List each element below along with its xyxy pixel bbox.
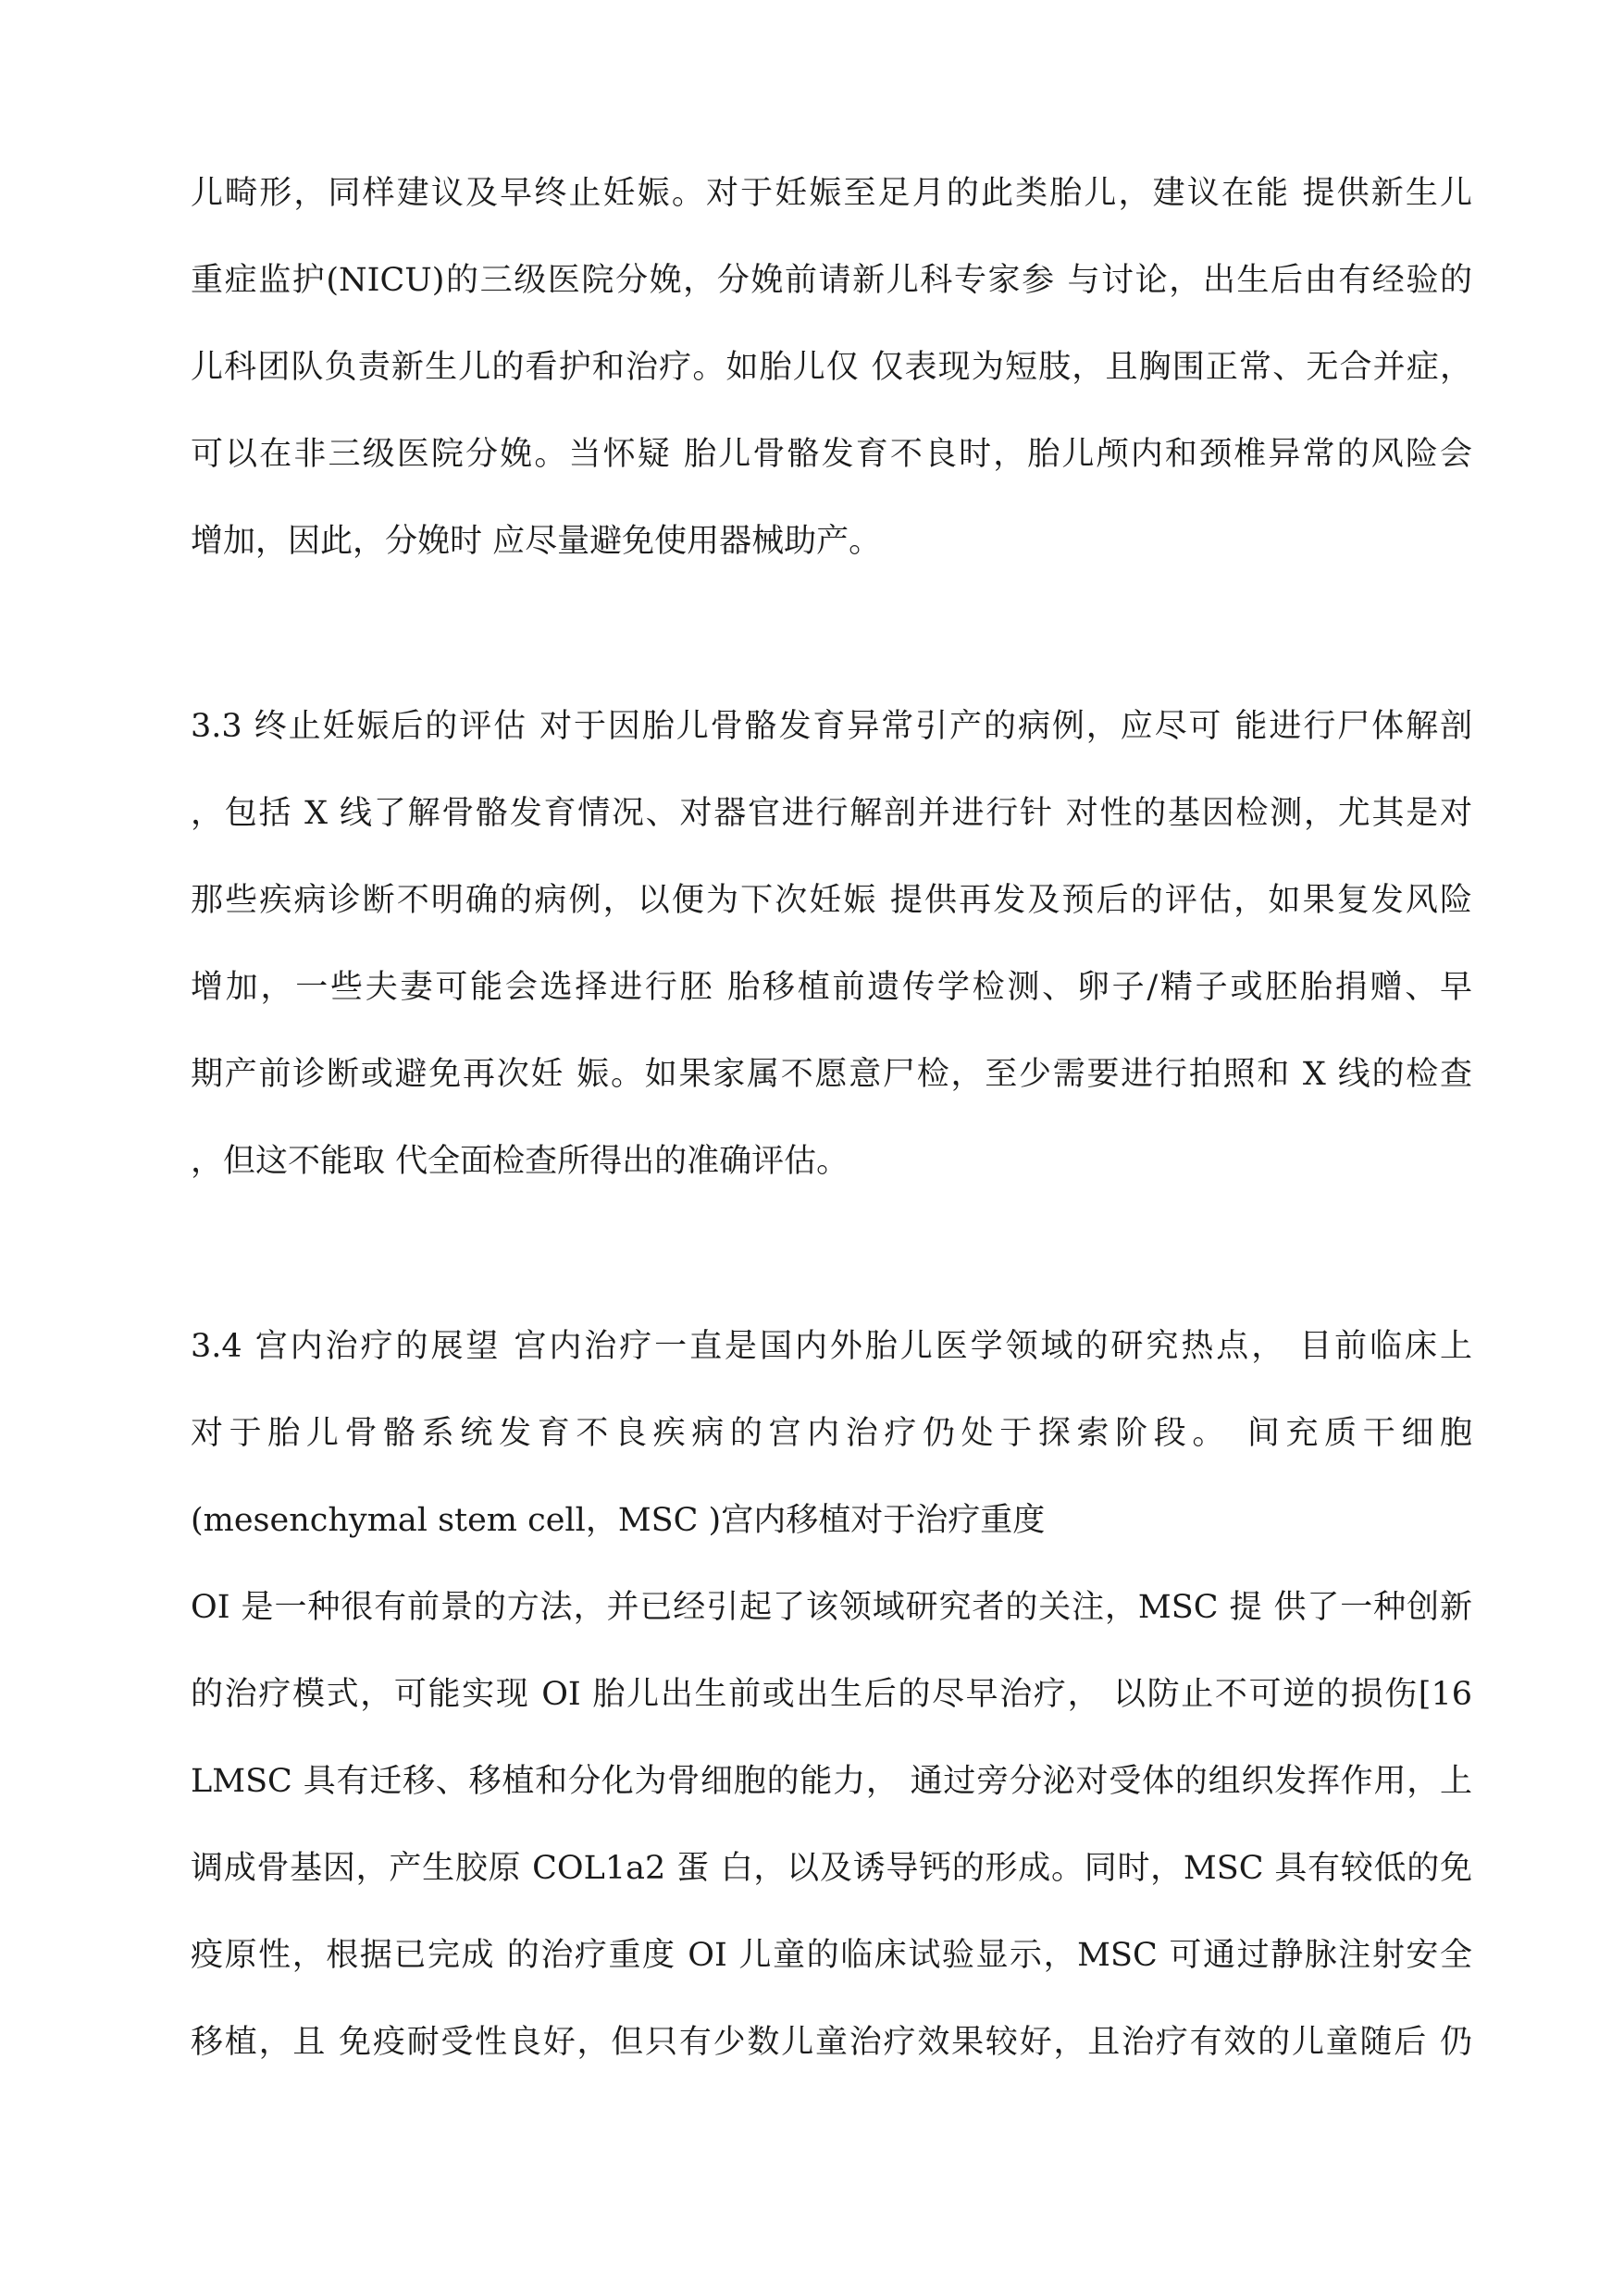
text-line: 增加，因此，分娩时 应尽量避免使用器械助产。	[191, 523, 882, 560]
text-line: 那些疾病诊断不明确的病例，以便为下次妊娠 提供再发及预后的评估，如果复发风险	[191, 882, 1472, 919]
text-line: 重症监护(NICU)的三级医院分娩，分娩前请新儿科专家参 与讨论，出生后由有经验的	[191, 262, 1472, 299]
text-line: 对于胎儿骨骼系统发育不良疾病的宫内治疗仍处于探索阶段。 间充质干细胞	[191, 1415, 1472, 1452]
text-line: ，包括 X 线了解骨骼发育情况、对器官进行解剖并进行针 对性的基因检测，尤其是对	[191, 795, 1472, 832]
text-line: 移植，且 免疫耐受性良好，但只有少数儿童治疗效果较好，且治疗有效的儿童随后 仍	[191, 2024, 1472, 2061]
text-line: 增加，一些夫妻可能会选择进行胚 胎移植前遗传学检测、卵子/精子或胚胎捐赠、早	[191, 969, 1472, 1006]
text-line: 调成骨基因，产生胶原 COL1a2 蛋 白，以及诱导钙的形成。同时，MSC 具有较低的免	[191, 1850, 1472, 1887]
text-line: LMSC 具有迁移、移植和分化为骨细胞的能力， 通过旁分泌对受体的组织发挥作用，上	[191, 1763, 1472, 1800]
text-line: 的治疗模式，可能实现 OI 胎儿出生前或出生后的尽早治疗， 以防止不可逆的损伤[16	[191, 1676, 1472, 1713]
text-line: 儿科团队负责新生儿的看护和治疗。如胎儿仅 仅表现为短肢，且胸围正常、无合并症，	[191, 349, 1472, 386]
text-line: 疫原性，根据已完成 的治疗重度 OI 儿童的临床试验显示，MSC 可通过静脉注射安全	[191, 1937, 1472, 1974]
section-heading-line: 3.3 终止妊娠后的评估 对于因胎儿骨骼发育异常引产的病例，应尽可 能进行尸体解剖	[191, 708, 1472, 745]
text-line: (mesenchymal stem cell，MSC )宫内移植对于治疗重度	[191, 1502, 1046, 1539]
text-line: 期产前诊断或避免再次妊 娠。如果家属不愿意尸检，至少需要进行拍照和 X 线的检查	[191, 1056, 1472, 1093]
text-line: 可以在非三级医院分娩。当怀疑 胎儿骨骼发育不良时，胎儿颅内和颈椎异常的风险会	[191, 436, 1472, 473]
text-line: ，但这不能取 代全面检查所得出的准确评估。	[191, 1143, 849, 1180]
section-heading-line: 3.4 宫内治疗的展望 宫内治疗一直是国内外胎儿医学领域的研究热点， 目前临床上	[191, 1328, 1472, 1365]
text-line: 儿畸形，同样建议及早终止妊娠。对于妊娠至足月的此类胎儿，建议在能 提供新生儿	[191, 175, 1472, 212]
text-line: OI 是一种很有前景的方法，并已经引起了该领域研究者的关注，MSC 提 供了一种创新	[191, 1589, 1472, 1626]
